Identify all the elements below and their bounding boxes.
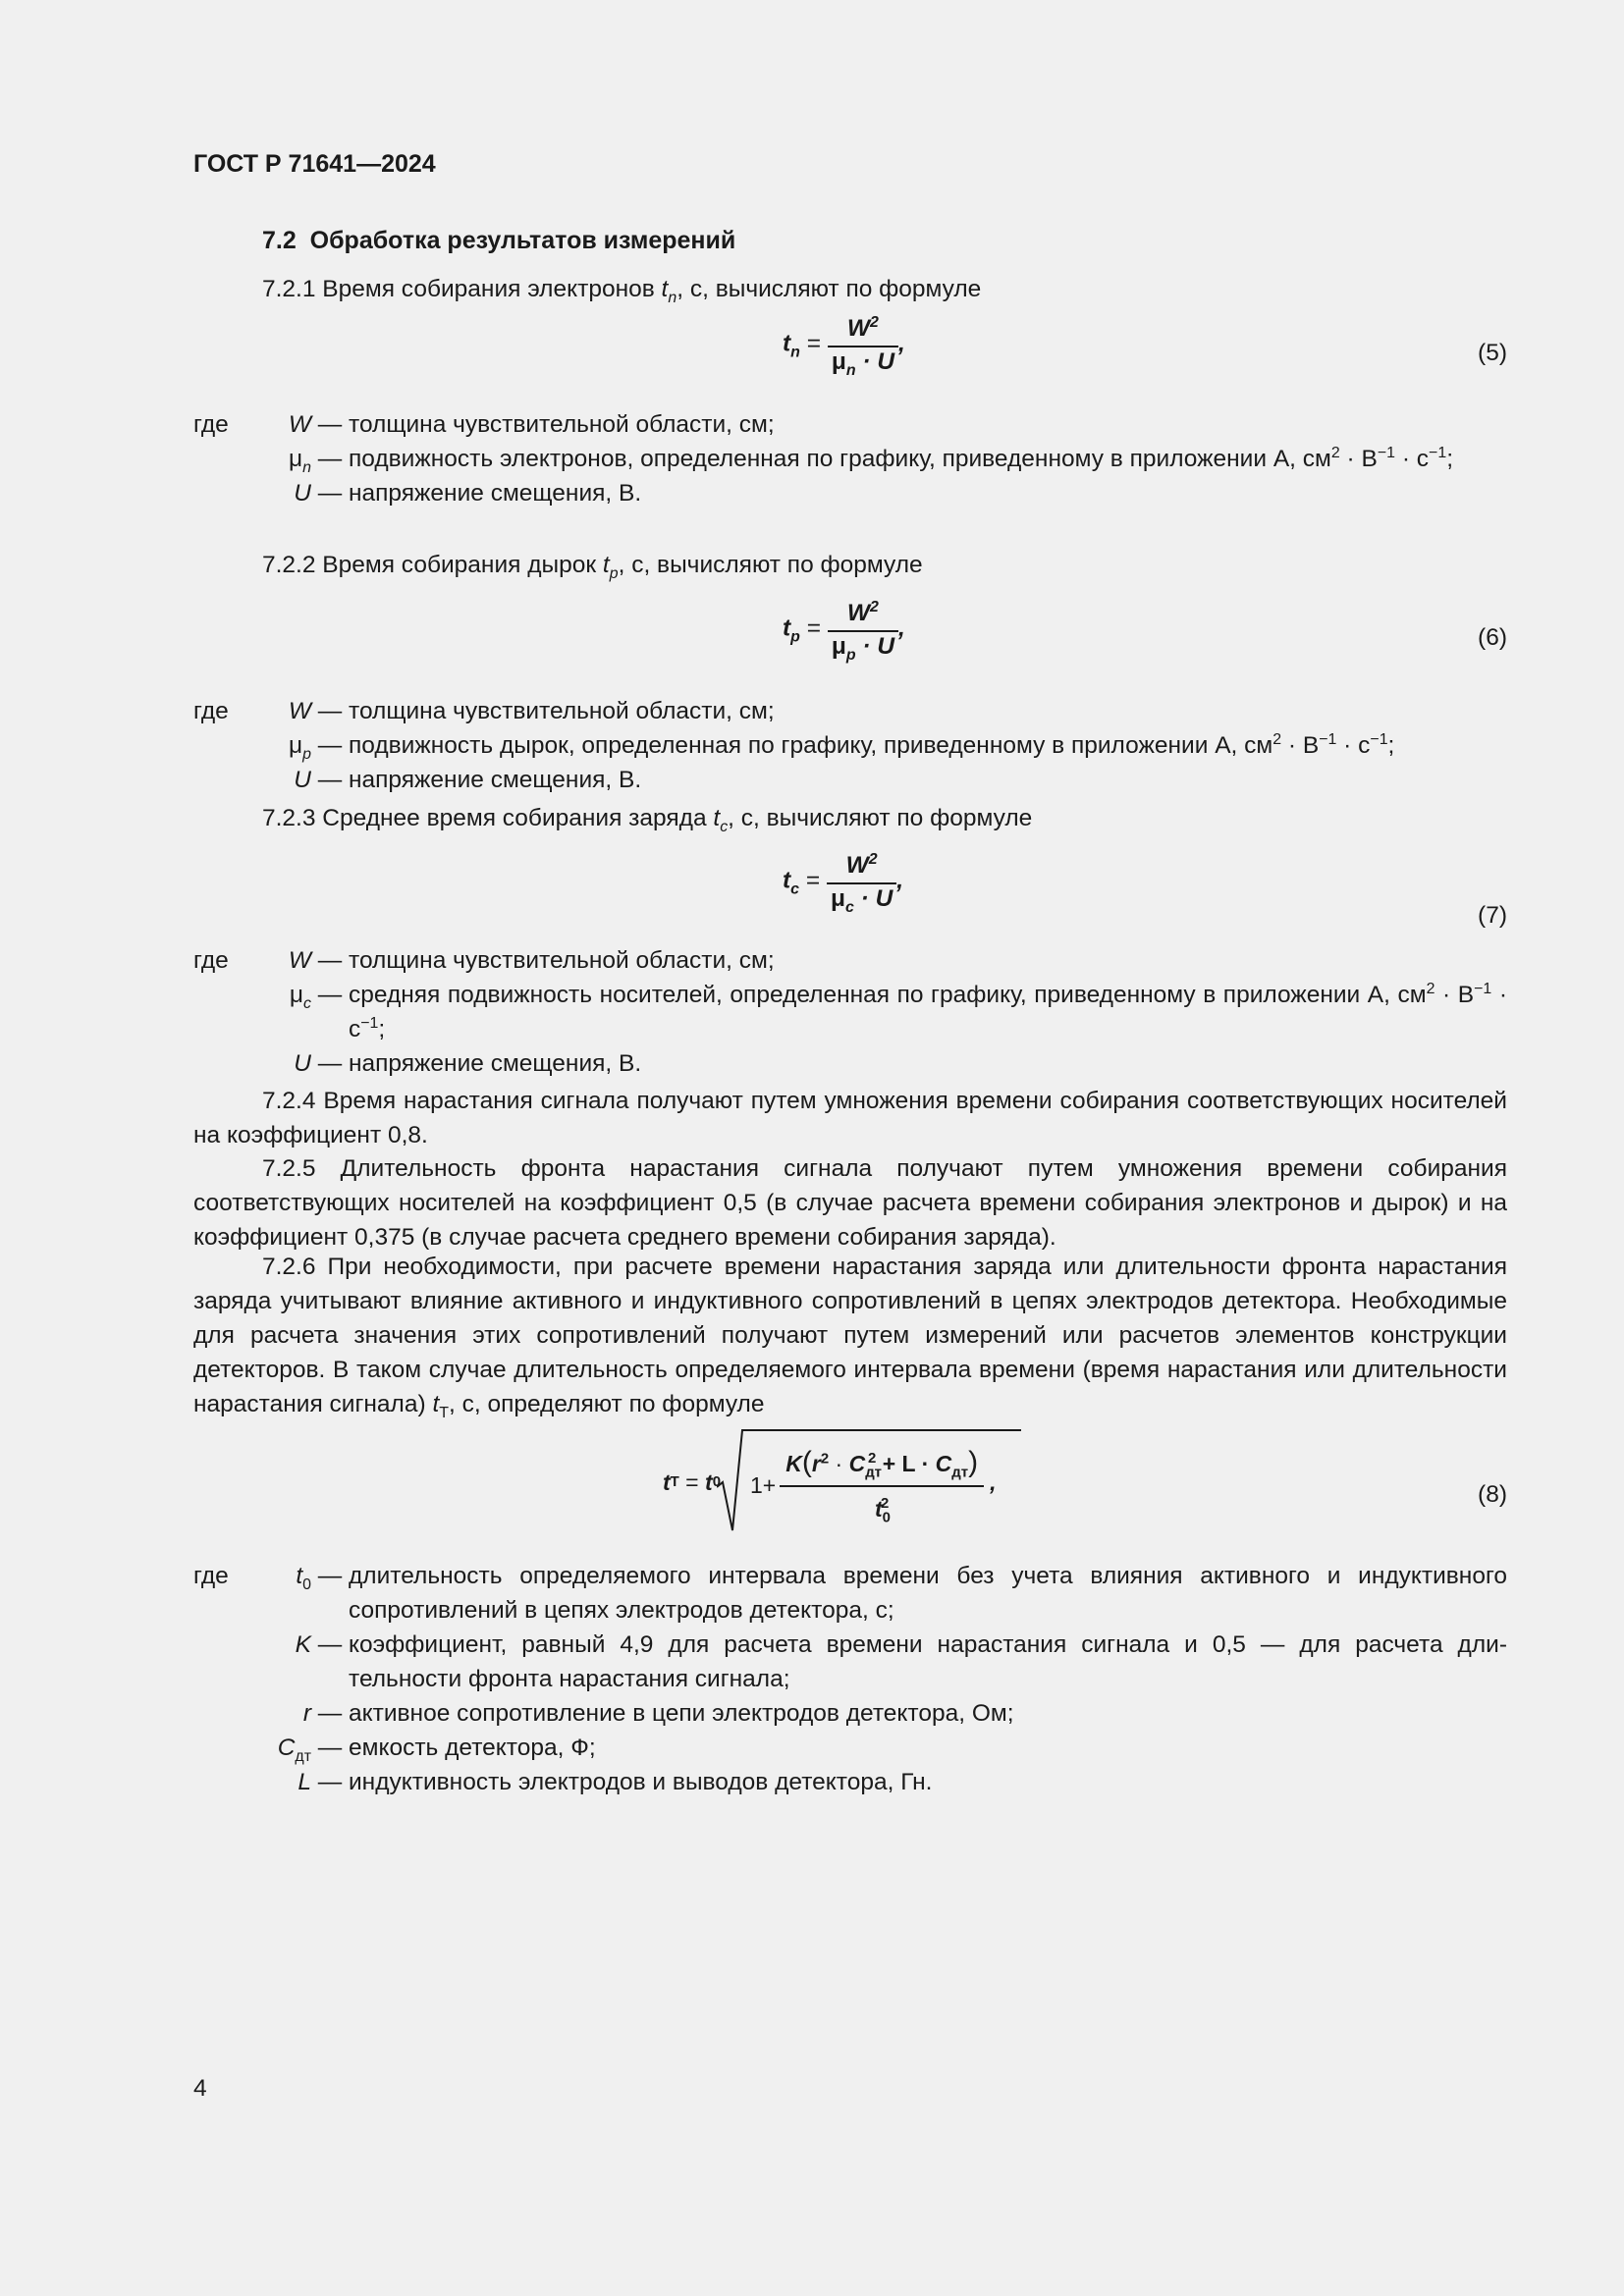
formula-8-expression: t Т = t 0 1+ $\frac{K(r^2 \cdot C_{дт}^2 + L \cdot C_{дт})}{t_0^2}$ , — [663, 1428, 996, 1536]
where-item: K — коэффициент, равный 4,9 для расчета времени нарастания сигнала и 0,5 — для расчета длительности фронта нарастания сигнала; — [295, 1631, 1507, 1692]
where-item: $C_{дт}$ — емкость детектора, Ф; — [277, 1735, 596, 1765]
where-item: U — напряжение смещения, В. — [294, 480, 642, 507]
formula-8 — [193, 1428, 1507, 1536]
formula-6-number: (6) — [1478, 624, 1507, 651]
where-item: где W — толщина чувствительной области, см; — [193, 947, 775, 974]
where-item: где $t_0$ — длительность определяемого интервала времени без учета влияния активного и индуктивного сопротивлений в цепях электродов детектора, с; — [193, 1563, 1507, 1624]
where-item: L — индуктивность электродов и выводов детектора, Гн. — [298, 1769, 933, 1795]
where-list-7 — [193, 943, 1507, 1081]
formula-6-expression: $t_p$ = $\frac{W^2}{\mu_p \cdot U}$ , — [783, 598, 905, 664]
where-item: где W — толщина чувствительной области, см; — [193, 698, 775, 724]
formula-5-expression: $t_n$ = $\frac{W^2}{\mu_n \cdot U}$ , — [783, 313, 905, 379]
where-item: U — напряжение смещения, В. — [294, 767, 642, 793]
sqrt-sign — [717, 1428, 1021, 1536]
formula-7-expression: $t_c$ = $\frac{W^2}{\mu_c \cdot U}$ , — [783, 850, 904, 916]
paragraph-7-2-1: 7.2.1 Время собирания электронов $t_n$, с, вычисляют по формуле — [262, 276, 982, 306]
document-header: ГОСТ Р 71641—2024 — [193, 150, 436, 178]
paragraph-7-2-5: 7.2.5 Длительность фронта нарастания сигнала получают путем умножения времени собирания соответствующих носителей на коэффициент 0,5 (в случае расчета времени собирания электронов и дырок) и на коэффициент 0,375 (в случае расчета среднего времени собирания заряда). — [193, 1155, 1507, 1251]
where-item: $\mu_c$ — средняя подвижность носителей, определенная по графику, приведенному в приложении А, $см^2 \cdot В^{-1} \cdot с^{-1}$; — [289, 980, 1507, 1042]
where-item: $\mu_n$ — подвижность электронов, определенная по графику, приведенному в приложении А, $см^2 \cdot В^{-1} \cdot с^{-1}$; — [289, 444, 1453, 476]
where-item: U — напряжение смещения, В. — [294, 1050, 642, 1077]
paragraph-7-2-4: 7.2.4 Время нарастания сигнала получают путем умножения времени собирания соответствующих носителей на коэффициент 0,8. — [193, 1088, 1507, 1148]
formula-5-number: (5) — [1478, 340, 1507, 366]
where-item: $\mu_p$ — подвижность дырок, определенная по графику, приведенному в приложении А, $см^2 \cdot В^{-1} \cdot с^{-1}$; — [289, 730, 1395, 763]
where-item: r — активное сопротивление в цепи электродов детектора, Ом; — [302, 1700, 1014, 1727]
where-list-8 — [193, 1559, 1507, 1799]
paragraph-7-2-3: 7.2.3 Среднее время собирания заряда $t_c$, с, вычисляют по формуле — [262, 805, 1033, 835]
section-number: 7.2 — [262, 227, 297, 254]
page-number: 4 — [193, 2075, 207, 2102]
where-list-6 — [193, 694, 1507, 797]
paragraph-7-2-2: 7.2.2 Время собирания дырок $t_p$, с, вычисляют по формуле — [262, 552, 923, 582]
formula-7-number: (7) — [1478, 902, 1507, 929]
paragraph-7-2-6: 7.2.6 При необходимости, при расчете времени нарастания заряда или длительности фронта нарастания заряда учитывают влияние активного и индуктивного сопротивлений в цепях электродов детектора. Необходимые для расчета значения этих сопротивлений получают путем измерений или расчетов элементов конструкции детекторов. В таком случае длительность определяемого интервала времени (время нарастания или длительности нарастания сигнала) $t_Т$, с, определяют по формуле — [193, 1254, 1507, 1421]
section-title — [262, 224, 735, 258]
sqrt-radical: 1+ $\frac{K(r^2 \cdot C_{дт}^2 + L \cdot C_{дт})}{t_0^2}$ — [721, 1428, 984, 1536]
formula-8-number: (8) — [1478, 1481, 1507, 1508]
where-list-5 — [193, 407, 1507, 510]
section-heading: Обработка результатов измерений — [309, 227, 736, 254]
where-item: где W — толщина чувствительной области, см; — [193, 411, 775, 438]
